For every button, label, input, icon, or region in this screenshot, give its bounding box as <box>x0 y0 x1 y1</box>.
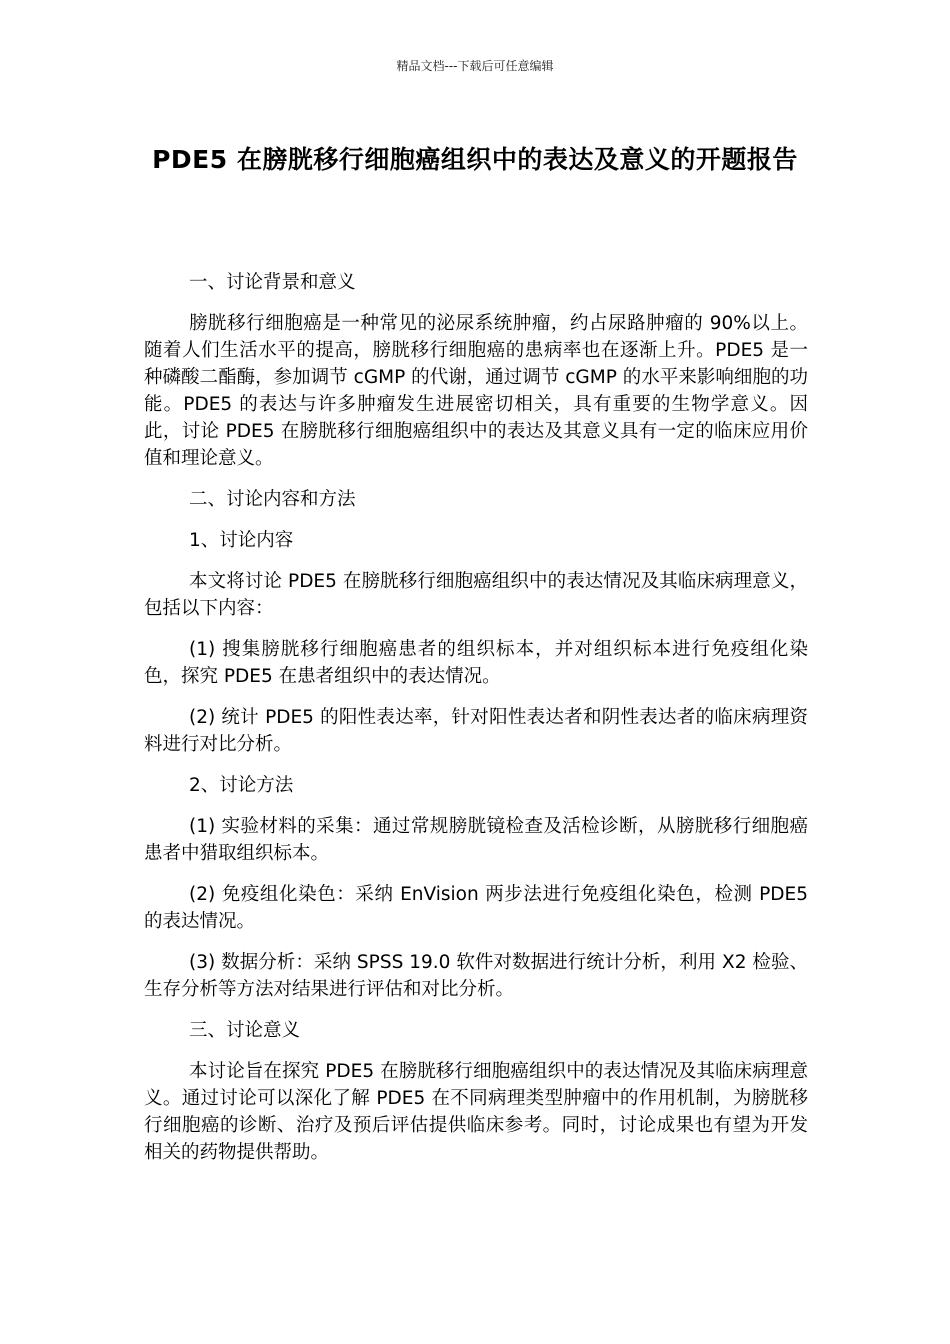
methods-item-3: (3) 数据分析：采纳 SPSS 19.0 软件对数据进行统计分析，利用 X2 检验、生存分析等方法对结果进行评估和对比分析。 <box>144 952 808 1000</box>
subsection-heading-methods: 2、讨论方法 <box>189 775 294 796</box>
content-item-1: (1) 搜集膀胱移行细胞癌患者的组织标本，并对组织标本进行免疫组化染色，探究 PDE5 在患者组织中的表达情况。 <box>144 639 808 687</box>
section-heading-content-methods: 二、讨论内容和方法 <box>189 489 356 510</box>
significance-paragraph: 本讨论旨在探究 PDE5 在膀胱移行细胞癌组织中的表达情况及其临床病理意义。通过讨论可以深化了解 PDE5 在不同病理类型肿瘤中的作用机制，为膀胱移行细胞癌的诊断、治疗及预后评估提供临床参考。同时，讨论成果也有望为开发相关的药物提供帮助。 <box>144 1061 808 1163</box>
section-heading-background: 一、讨论背景和意义 <box>189 272 356 293</box>
methods-item-1: (1) 实验材料的采集：通过常规膀胱镜检查及活检诊断，从膀胱移行细胞癌患者中猎取组织标本。 <box>144 816 808 864</box>
document-body <box>144 269 808 1180</box>
content-intro-paragraph: 本文将讨论 PDE5 在膀胱移行细胞癌组织中的表达情况及其临床病理意义，包括以下内容： <box>144 571 808 619</box>
section-heading-significance: 三、讨论意义 <box>189 1020 301 1041</box>
methods-item-2: (2) 免疫组化染色：采纳 EnVision 两步法进行免疫组化染色，检测 PDE5 的表达情况。 <box>144 884 808 932</box>
subsection-heading-content: 1、讨论内容 <box>189 530 294 551</box>
content-item-2: (2) 统计 PDE5 的阳性表达率，针对阳性表达者和阴性表达者的临床病理资料进行对比分析。 <box>144 707 808 755</box>
background-paragraph: 膀胱移行细胞癌是一种常见的泌尿系统肿瘤，约占尿路肿瘤的 90%以上。随着人们生活水平的提高，膀胱移行细胞癌的患病率也在逐渐上升。PDE5 是一种磷酸二酯酶，参加调节 cGMP 的代谢，通过调节 cGMP 的水平来影响细胞的功能。PDE5 的表达与许多肿瘤发生进展密切相关，具有重要的生物学意义。因此，讨论 PDE5 在膀胱移行细胞癌组织中的表达及其意义具有一定的临床应用价值和理论意义。 <box>144 313 808 469</box>
header-note: 精品文档---下载后可任意编辑 <box>396 59 554 73</box>
document-title: PDE5 在膀胱移行细胞癌组织中的表达及意义的开题报告 <box>152 145 798 174</box>
